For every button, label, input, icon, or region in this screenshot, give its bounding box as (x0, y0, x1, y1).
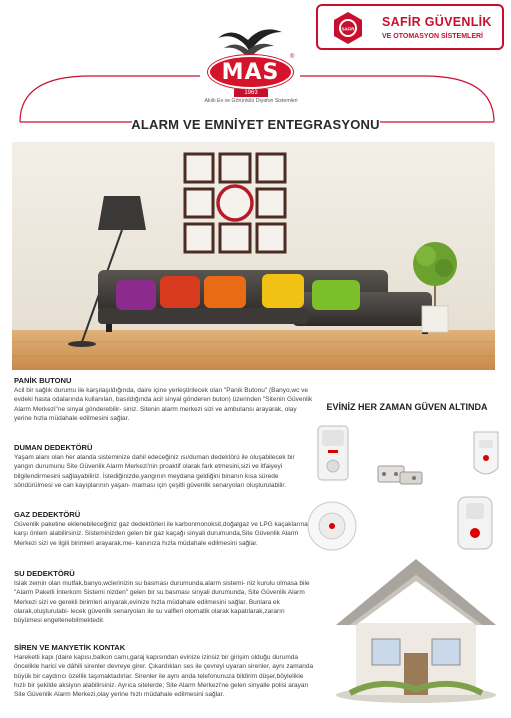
section-heading: SU DEDEKTÖRÜ (14, 569, 75, 578)
section-water-detector (14, 569, 314, 625)
mas-tagline: Akıllı Ev ve Görüntülü Diyafon Sistemleri (204, 98, 298, 104)
mas-logo (208, 55, 293, 89)
section-body: Hareketli kapı (daire kapısı,balkon camı,garaj kapısından evinize izinsiz bir girişim olduğu durumda öncelikle harici ve dâhili sirenler devreye girer. Çıkardıkları ses ile çevreyi uyaran sirenler, aynı zamanda büyük bir caydırıcı özellik taşımaktadırlar. Sirenler ile aynı anda telefonunuza bildirim düşer,böylelikle hızlı bir şekilde aksiyon alabilirsiniz. Ayrıca sitelerde; Site Alarm Merkezi'ne gelen sinyalle polisi arayan Site Güvenlik Alarm Merkezi,olay yerine hızlı müdahale edilmesini sağlar. (14, 654, 314, 699)
safir-logo (316, 4, 504, 50)
section-body: Islak zemin olan mutfak,banyo,wclerinizin su basması durumunda,alarm sistemi- niz kurulu olmasa bile "Alarm Paketli İnterkom Sistemi nizden" gelen bir su basması sinyali durumunda, Site Güvenlik Alarm Merkezi sizi ve gerekli birimleri arıyarak,evinize hızla müdahale edilmesini sağlar. Bunlara ek olarak,oluşturulabi- lecek güvenlik senaryoları ile su valfleri otomatik olarak kapatılarak,zararın büyümesi engellenebilmektedir. (14, 580, 310, 625)
section-panic-button (14, 376, 314, 423)
section-heading: DUMAN DEDEKTÖRÜ (14, 443, 93, 452)
section-smoke-detector (14, 443, 314, 490)
mas-logo-text: MAS (221, 60, 280, 85)
house-icon (330, 555, 502, 705)
section-body: Acil bir sağlık durumu ile karşılaşıldığında, daire içine yerleştirilecek olan "Panik Butonu" (Banyo,wc ve evdeki hasta odalarında kullanılan, basıldığında acil sinyal gönderen buton) üzerinden "Sitenin Güvenlik Alarm Merkezi"ne sinyal gönderebilir- siniz. Sitenin alarm merkezi sizi ve ambulansı arayarak, olay yerine hızla müdahale edilmesini sağlar. (14, 387, 313, 422)
magnetic-contact-icon (374, 458, 426, 492)
section-siren-magnetic-contact (14, 643, 314, 699)
safir-title: SAFİR GÜVENLİK (382, 15, 492, 29)
section-body: Yaşam alanı olan her alanda sisteminize dahil edeceğiniz ısı/duman dedektörü ile oluşabilecek bir yangın durumunu Site Güvenlik Alarm Merkezi'nin proaktif olarak fark etmesini,sizi ve itfaiyeyi bilgilendirmesini sağlayabiliriz. İstediğinizde,yangının meydana geldiğini binanın kısa sürede söndürülmesi ve can kayıplarının yaşan- maması için çeşitli güvenlik senaryoları oluşturulabilir. (14, 454, 295, 489)
page-title: ALARM VE EMNİYET ENTEGRASYONU (131, 117, 380, 132)
smoke-detector-icon (306, 498, 358, 552)
registered-mark: ® (290, 54, 295, 60)
tagline: EVİNİZ HER ZAMAN GÜVEN ALTINDA (326, 402, 488, 412)
section-gas-detector (14, 510, 314, 548)
motion-sensor-icon (470, 428, 502, 482)
section-heading: SİREN VE MANYETİK KONTAK (14, 643, 126, 652)
living-room-photo (12, 142, 495, 370)
section-body: Güvenlik paketine eklenebileceğiniz gaz dedektörleri ile karbonmonoksit,doğalgaz ve LPG kaçaklarına karşı önlem alabilirsiniz. Sisteminizden gelen bir gaz kaçağı sinyali durumunda,Site Güvenlik Alarm Merkezi sizi ve ilgili birimleri arayarak,me- kanınıza hızla müdahale edilmesini sağlar. (14, 521, 308, 547)
section-heading: PANİK BUTONU (14, 376, 72, 385)
safir-subtitle: VE OTOMASYON SİSTEMLERİ (382, 33, 483, 40)
siren-device-icon (316, 424, 350, 482)
safir-emblem-icon (332, 11, 364, 45)
gas-detector-icon (452, 495, 498, 551)
mas-year: 1963 (234, 89, 268, 97)
mas-seagull-icon (214, 22, 286, 56)
section-heading: GAZ DEDEKTÖRÜ (14, 510, 81, 519)
safir-emblem-text: SAFIR (341, 26, 355, 32)
